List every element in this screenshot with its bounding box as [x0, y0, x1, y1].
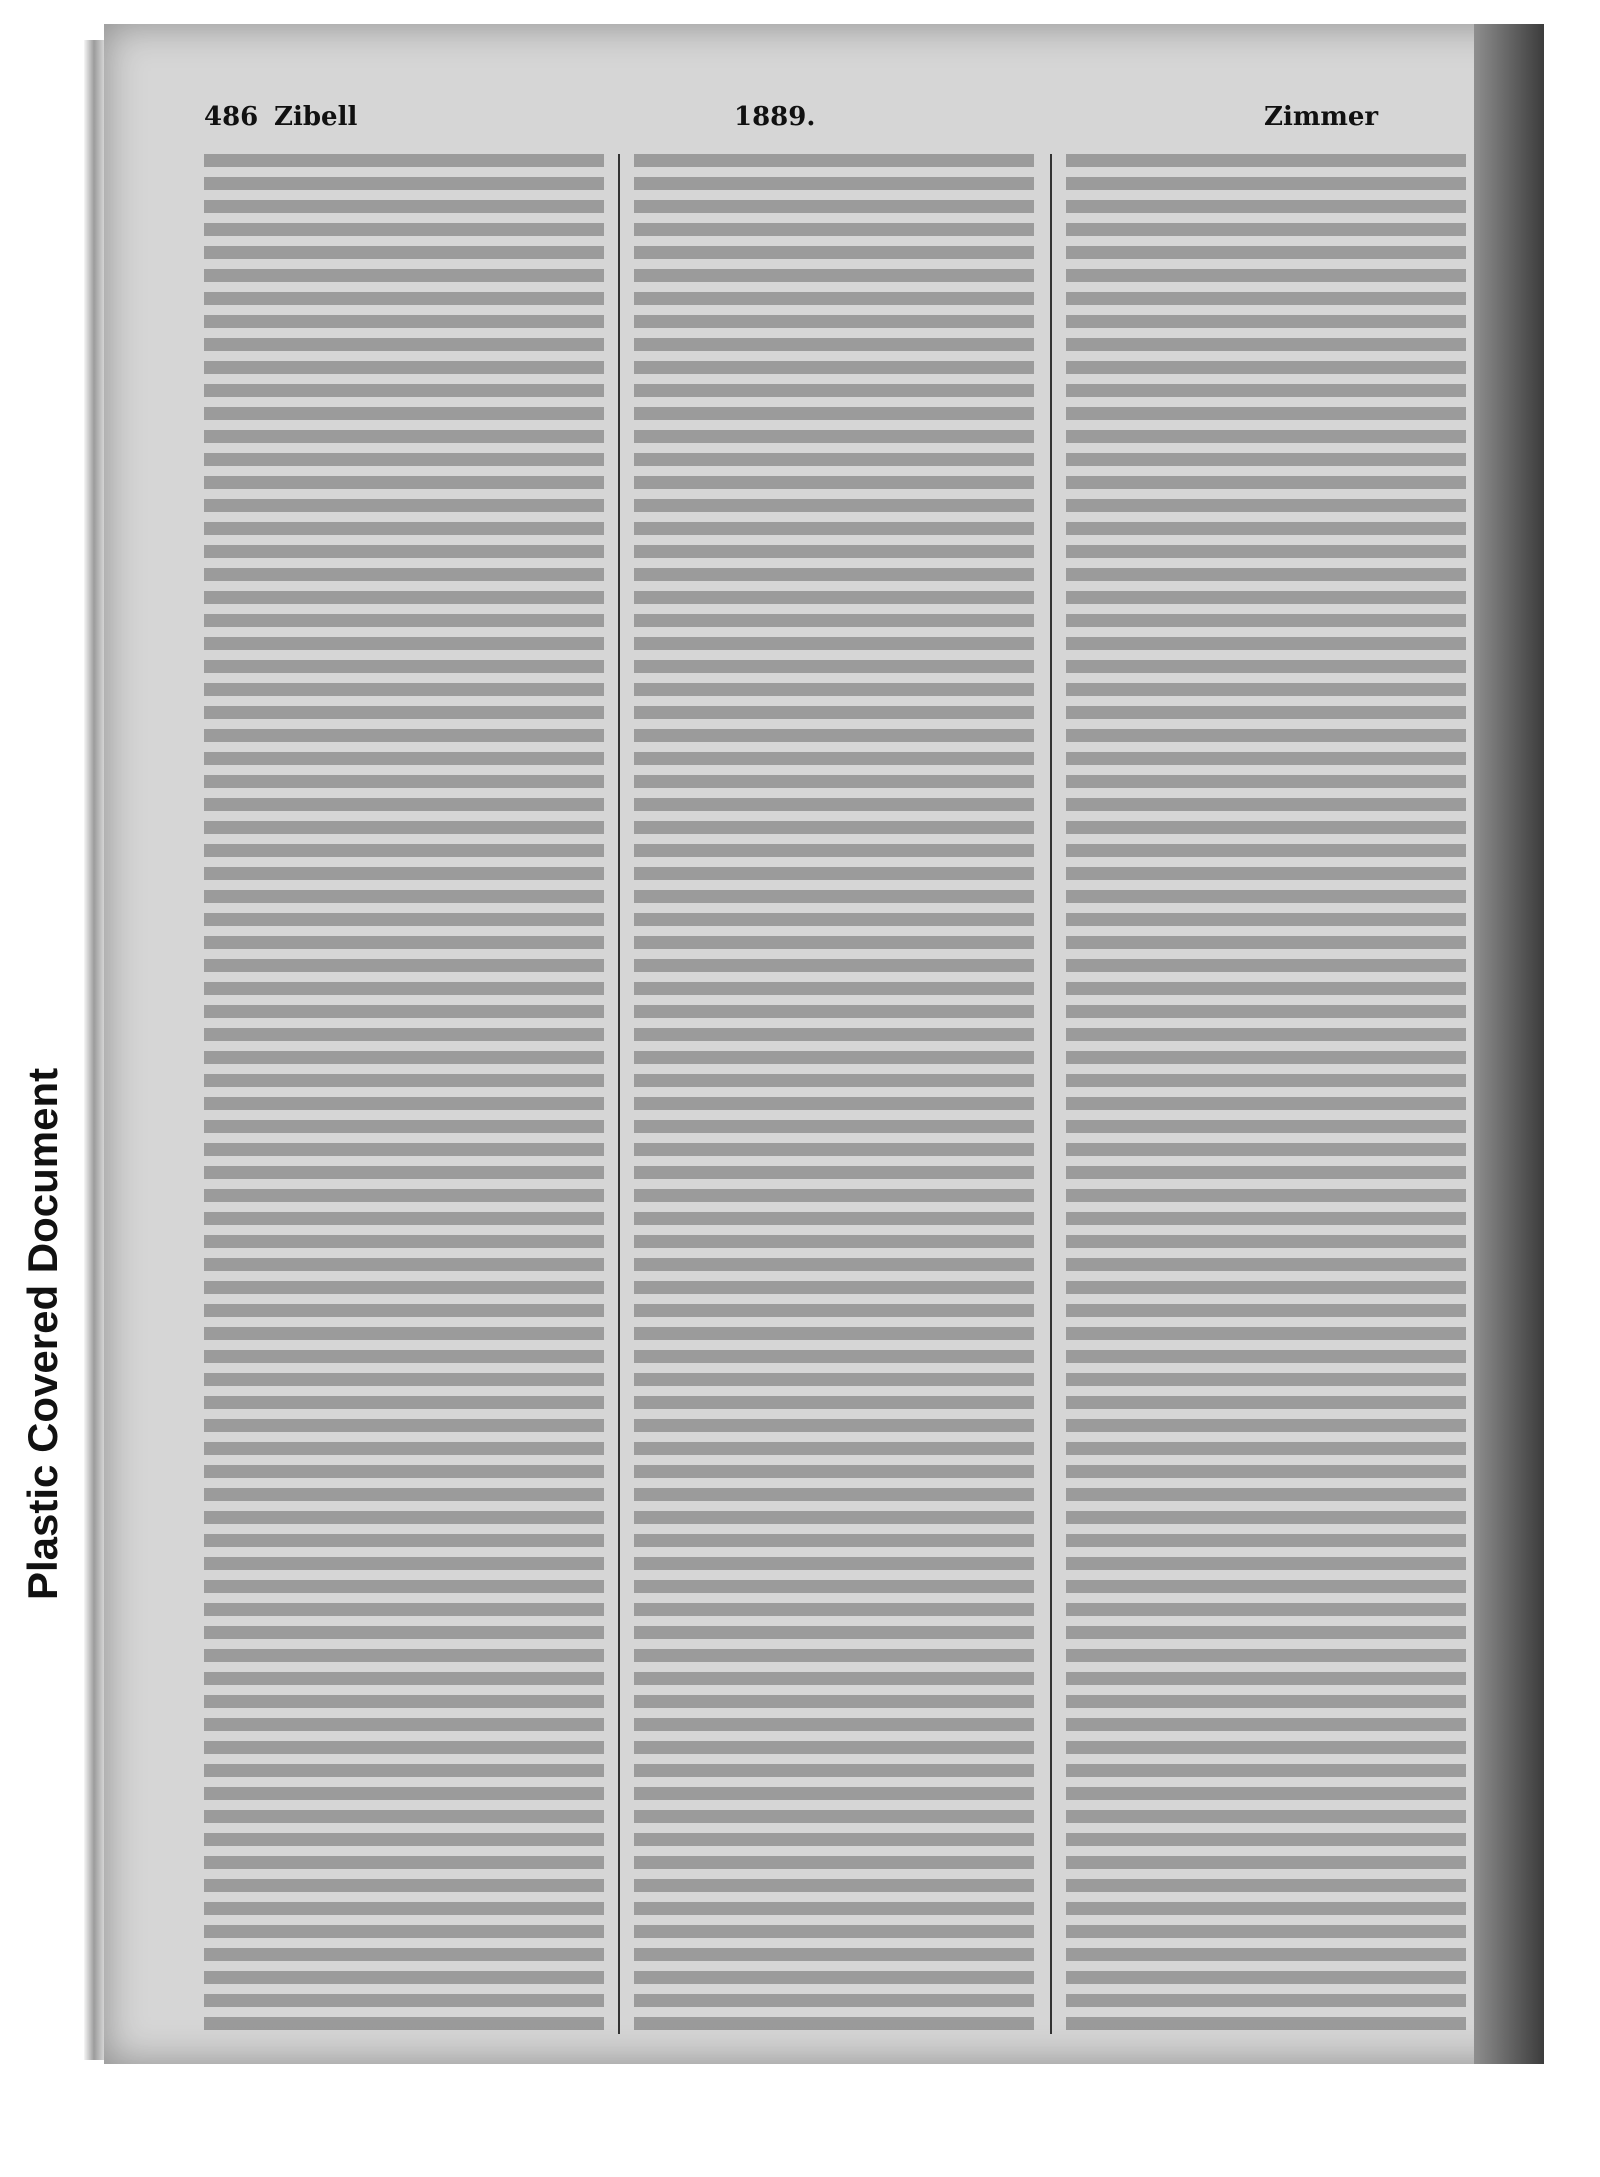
running-head-left: Zibell: [274, 102, 358, 132]
book-spine: [84, 40, 104, 2060]
entry-column-1: [204, 154, 604, 2034]
entry-column-3: [1066, 154, 1466, 2034]
plastic-covered-stamp: Plastic Covered Document: [19, 1067, 66, 1600]
page-number: 486: [204, 102, 259, 132]
year: 1889.: [734, 102, 816, 132]
column-rule-1: [618, 154, 620, 2034]
running-head-right: Zimmer: [1264, 102, 1379, 132]
directory-page: [104, 24, 1544, 2064]
directory-columns: [204, 154, 1534, 2034]
entry-column-2: [634, 154, 1034, 2034]
page-header: [204, 102, 1534, 148]
column-rule-2: [1050, 154, 1052, 2034]
